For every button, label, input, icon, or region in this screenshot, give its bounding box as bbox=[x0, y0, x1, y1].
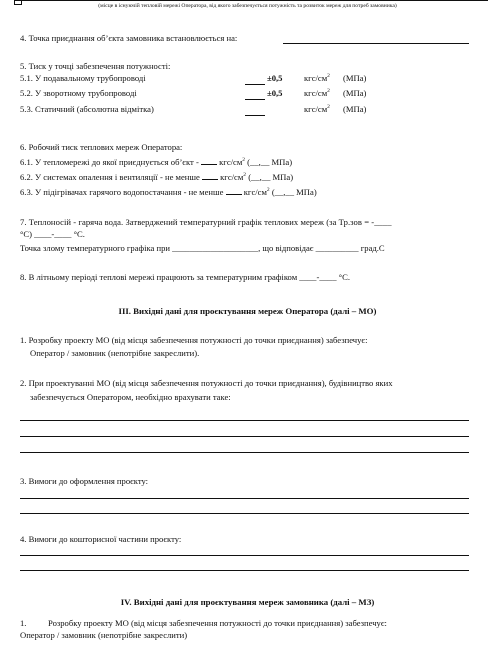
item-6-2: 6.2. У системах опалення і вентиляції - не менше кгс/$см^2$ (__,__ МПа) bbox=[20, 172, 294, 182]
s3-p2-line-3[interactable] bbox=[20, 452, 469, 453]
item-4-label: 4. Точка приєднання об’єкта замовника встановлюється на: bbox=[20, 33, 238, 43]
section-3-heading: ІІІ. Вихідні дані для проєктування мереж Оператора (далі – МО) bbox=[118, 306, 377, 316]
s3-p2b: забезпечується Оператором, необхідно врахувати таке: bbox=[30, 392, 231, 402]
item-5-title: 5. Тиск у точці забезпечення потужності: bbox=[20, 61, 171, 71]
item-5-1-label: 5.1. У подавальному трубопроводі bbox=[20, 73, 146, 83]
s3-p4: 4. Вимоги до кошторисної частини проєкту: bbox=[20, 534, 182, 544]
item-5-3-label: 5.3. Статичний (абсолютна відмітка) bbox=[20, 104, 154, 114]
item-7-line2: °С) ____-____ °С. bbox=[20, 229, 85, 239]
s3-p2: 2. При проектуванні МО (від місця забезпечення потужності до точки приєднання), будівництво яких bbox=[20, 378, 393, 388]
item-6-1: 6.1. У тепломережі до якої приєднується об’єкт - кгс/$см^2$ (__,__ МПа) bbox=[20, 157, 293, 167]
item-4-blank[interactable] bbox=[283, 43, 469, 44]
s4-p1b: Оператор / замовник (непотрібне закреслити) bbox=[20, 630, 188, 640]
item-5-1-unit2: (МПа) bbox=[343, 73, 367, 83]
s3-p2-line-1[interactable] bbox=[20, 420, 469, 421]
item-6-title: 6. Робочий тиск теплових мереж Оператора: bbox=[20, 142, 183, 152]
item-6-3: 6.3. У підігрівачах гарячого водопостачання - не менше кгс/$см^2$ (__,__ МПа) bbox=[20, 187, 317, 197]
s3-p3-line-1[interactable] bbox=[20, 498, 469, 499]
item-5-3-unit: кгс/$см^2$ bbox=[304, 104, 330, 114]
item-5-2-blank[interactable] bbox=[245, 99, 265, 100]
top-note: (місце в існуючій тепловій мережі Оператора, від якого забезпечується потужність та розвиток мереж для потреб замовника) bbox=[98, 3, 397, 9]
s3-p4-line-1[interactable] bbox=[20, 555, 469, 556]
item-5-2-unit2: (МПа) bbox=[343, 88, 367, 98]
s3-p2-line-2[interactable] bbox=[20, 436, 469, 437]
s3-p4-line-2[interactable] bbox=[20, 570, 469, 571]
s4-p1-num: 1. bbox=[20, 618, 27, 628]
item-5-2-value: ±0,5 bbox=[267, 88, 283, 98]
item-5-2-label: 5.2. У зворотному трубопроводі bbox=[20, 88, 137, 98]
item-5-2-unit: кгс/$см^2$ bbox=[304, 88, 330, 98]
s3-p3: 3. Вимоги до оформлення проєкту: bbox=[20, 476, 149, 486]
item-7-line1: 7. Теплоносій - гаряча вода. Затверджений температурний графік теплових мереж (за Тр.зов = -____ bbox=[20, 217, 392, 227]
item-8: 8. В літньому періоді теплові мережі працюють за температурним графіком ____-____ °С. bbox=[20, 272, 350, 282]
item-5-3-unit2: (МПа) bbox=[343, 104, 367, 114]
item-5-1-unit: кгс/$см^2$ bbox=[304, 73, 330, 83]
item-5-3-blank[interactable] bbox=[245, 115, 265, 116]
s3-p1: 1. Розробку проекту МО (від місця забезпечення потужності до точки приєднання) забезпечує: bbox=[20, 335, 368, 345]
item-7-line3: Точка злому температурного графіка при ____________________, що відповідає __________ град.С bbox=[20, 243, 385, 253]
top-underline bbox=[14, 0, 488, 1]
item-5-1-value: ±0,5 bbox=[267, 73, 283, 83]
item-5-1-blank[interactable] bbox=[245, 84, 265, 85]
s3-p3-line-2[interactable] bbox=[20, 513, 469, 514]
s4-p1: Розробку проекту МО (від місця забезпечення потужності до точки приєднання) забезпечує: bbox=[48, 618, 387, 628]
s3-p1b: Оператор / замовник (непотрібне закреслити). bbox=[30, 348, 200, 358]
section-4-heading: IV. Вихідні дані для проєктування мереж замовника (далі – МЗ) bbox=[120, 597, 375, 607]
